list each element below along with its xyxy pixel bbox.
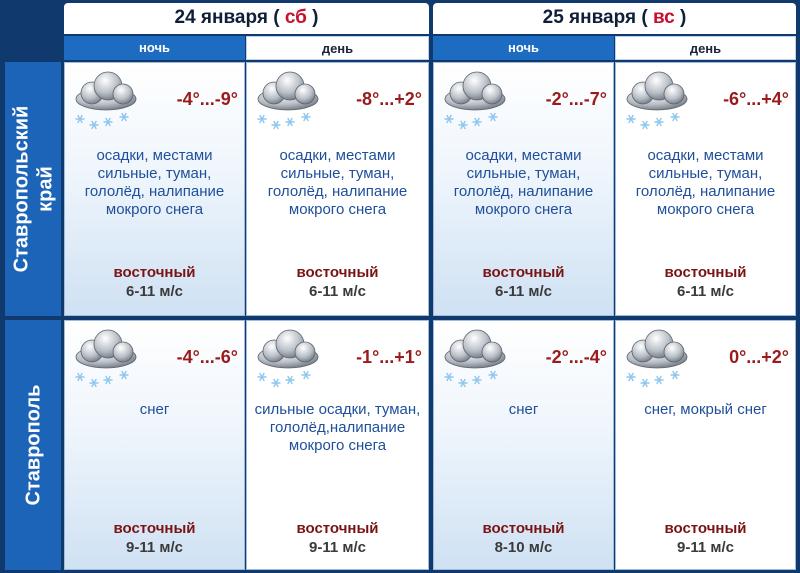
wind-direction: восточный bbox=[113, 264, 196, 281]
region-name: Ставропольский край bbox=[10, 105, 56, 273]
weekday-label: сб bbox=[284, 7, 307, 28]
forecast-cell bbox=[433, 320, 614, 570]
date-header-1 bbox=[433, 3, 796, 34]
cloud-snow-icon bbox=[439, 327, 511, 391]
forecast-cell bbox=[246, 320, 429, 570]
weather-description: снег bbox=[139, 401, 170, 418]
forecast-cell bbox=[433, 62, 614, 316]
cloud-snow-icon bbox=[621, 69, 693, 133]
period-header-3: день bbox=[615, 36, 796, 60]
region-label-1 bbox=[5, 320, 61, 570]
weekday-label: вс bbox=[652, 7, 675, 28]
cloud-snow-icon bbox=[252, 69, 324, 133]
temperature: -8°...+2° bbox=[356, 89, 422, 109]
period-header-0: ночь bbox=[64, 36, 245, 60]
temperature: -1°...+1° bbox=[356, 347, 422, 367]
weather-description: осадки, местами сильные, туман, гололёд, налипание мокрого снега bbox=[84, 147, 225, 218]
wind-speed: 8-10 м/с bbox=[494, 539, 553, 556]
date-label: 25 января ( bbox=[542, 7, 648, 28]
cloud-snow-icon bbox=[70, 69, 142, 133]
wind-direction: восточный bbox=[482, 264, 565, 281]
forecast-cell bbox=[64, 62, 245, 316]
wind-speed: 6-11 м/с bbox=[126, 283, 183, 300]
cloud-snow-icon bbox=[252, 327, 324, 391]
wind-direction: восточный bbox=[664, 264, 747, 281]
wind-speed: 6-11 м/с bbox=[309, 283, 366, 300]
wind-direction: восточный bbox=[296, 264, 379, 281]
temperature: 0°...+2° bbox=[729, 347, 789, 367]
weather-description: осадки, местами сильные, туман, гололёд, налипание мокрого снега bbox=[635, 147, 776, 218]
forecast-cell bbox=[246, 62, 429, 316]
wind-direction: восточный bbox=[664, 520, 747, 537]
wind-direction: восточный bbox=[113, 520, 196, 537]
weather-description: снег, мокрый снег bbox=[644, 401, 767, 418]
wind-direction: восточный bbox=[296, 520, 379, 537]
weather-description: снег bbox=[508, 401, 539, 418]
forecast-cell bbox=[615, 320, 796, 570]
temperature: -6°...+4° bbox=[723, 89, 789, 109]
date-label: 24 января ( bbox=[174, 7, 280, 28]
wind-speed: 6-11 м/с bbox=[677, 283, 734, 300]
cloud-snow-icon bbox=[439, 69, 511, 133]
date-close: ) bbox=[312, 7, 319, 28]
wind-speed: 6-11 м/с bbox=[495, 283, 552, 300]
cloud-snow-icon bbox=[70, 327, 142, 391]
forecast-cell bbox=[615, 62, 796, 316]
date-header-0 bbox=[64, 3, 429, 34]
temperature: -2°...-7° bbox=[545, 89, 607, 109]
temperature: -2°...-4° bbox=[545, 347, 607, 367]
region-label-0 bbox=[5, 62, 61, 316]
weather-description: сильные осадки, туман, гололёд,налипание мокрого снега bbox=[254, 401, 421, 454]
weather-description: осадки, местами сильные, туман, гололёд, налипание мокрого снега bbox=[453, 147, 594, 218]
wind-speed: 9-11 м/с bbox=[677, 539, 734, 556]
period-header-1: день bbox=[246, 36, 429, 60]
period-header-2: ночь bbox=[433, 36, 614, 60]
date-close: ) bbox=[680, 7, 687, 28]
temperature: -4°...-9° bbox=[176, 89, 238, 109]
forecast-cell bbox=[64, 320, 245, 570]
wind-speed: 9-11 м/с bbox=[309, 539, 366, 556]
cloud-snow-icon bbox=[621, 327, 693, 391]
weather-description: осадки, местами сильные, туман, гололёд, налипание мокрого снега bbox=[267, 147, 408, 218]
temperature: -4°...-6° bbox=[176, 347, 238, 367]
region-name: Ставрополь bbox=[22, 384, 45, 506]
wind-direction: восточный bbox=[482, 520, 565, 537]
wind-speed: 9-11 м/с bbox=[126, 539, 183, 556]
